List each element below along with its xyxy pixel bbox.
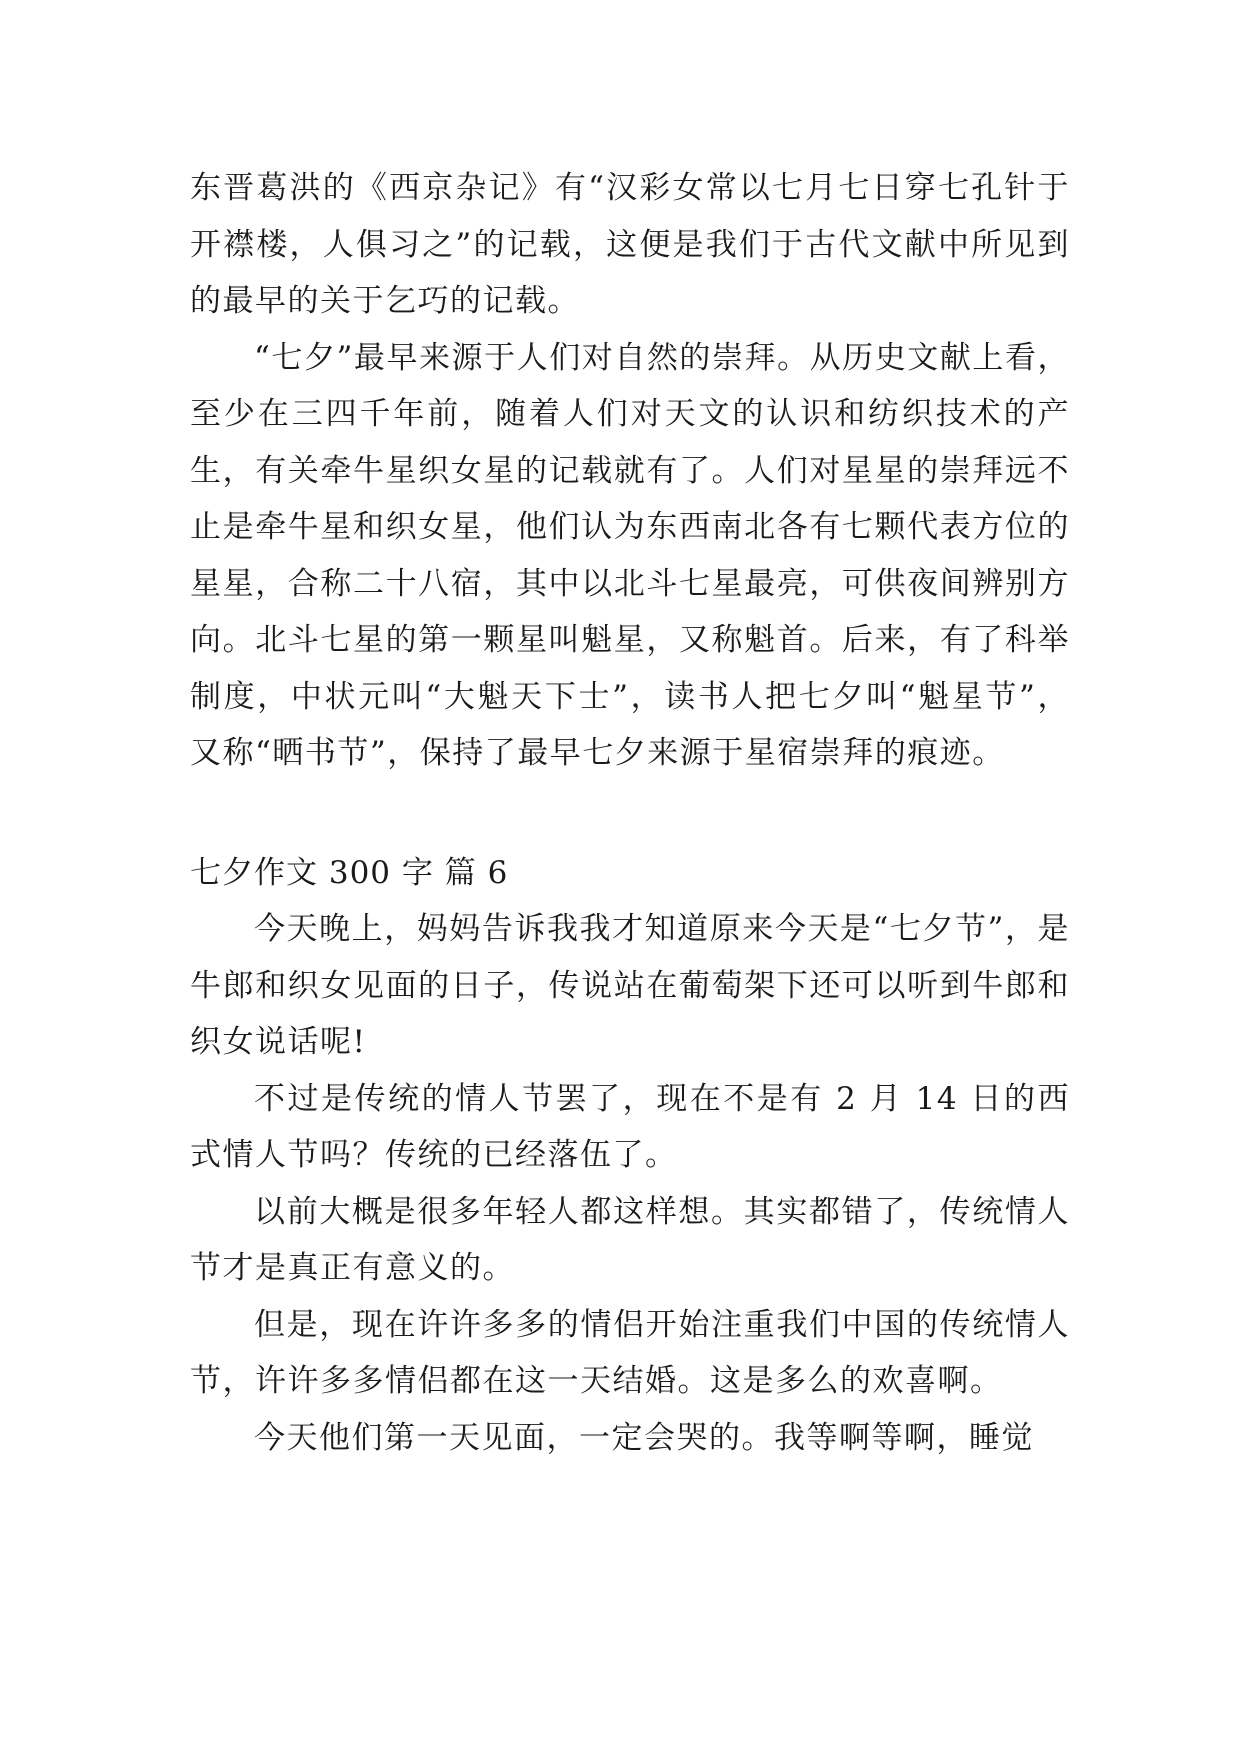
paragraph-first-meeting: 今天他们第一天见面，一定会哭的。我等啊等啊，睡觉	[254, 1419, 1034, 1456]
paragraph-qixi-origin: “七夕”最早来源于人们对自然的崇拜。从历史文献上看，至少在三四千年前，随着人们对天文的认识和纺织技术的产生，有关牵牛星织女星的记载就有了。人们对星星的崇拜远不止是牵牛星和织女星，他们认为东西南北各有七颗代表方位的星星，合称二十八宿，其中以北斗七星最亮，可供夜间辨别方向。北斗七星的第一颗星叫魁星，又称魁首。后来，有了科举制度，中状元叫“大魁天下士”，读书人把七夕叫“魁星节”，又称“晒书节”，保持了最早七夕来源于星宿崇拜的痕迹。	[190, 339, 1070, 771]
paragraph-xijing-zaji: 东晋葛洪的《西京杂记》有“汉彩女常以七月七日穿七孔针于开襟楼，人俱习之”的记载，这便是我们于古代文献中所见到的最早的关于乞巧的记载。	[190, 170, 1070, 319]
paragraph-valentine: 不过是传统的情人节罢了，现在不是有 2 月 14 日的西式情人节吗？传统的已经落伍了。	[190, 1080, 1070, 1173]
paragraph-young-people: 以前大概是很多年轻人都这样想。其实都错了，传统情人节才是真正有意义的。	[190, 1193, 1070, 1286]
section-title: 七夕作文 300 字 篇 6	[190, 854, 509, 891]
paragraph-tonight: 今天晚上，妈妈告诉我我才知道原来今天是“七夕节”，是牛郎和织女见面的日子，传说站在葡萄架下还可以听到牛郎和织女说话呢!	[190, 911, 1070, 1060]
paragraph-couples: 但是，现在许许多多的情侣开始注重我们中国的传统情人节，许许多多情侣都在这一天结婚。这是多么的欢喜啊。	[190, 1306, 1070, 1399]
section-spacer	[190, 782, 1070, 845]
document-body	[190, 160, 1070, 1466]
